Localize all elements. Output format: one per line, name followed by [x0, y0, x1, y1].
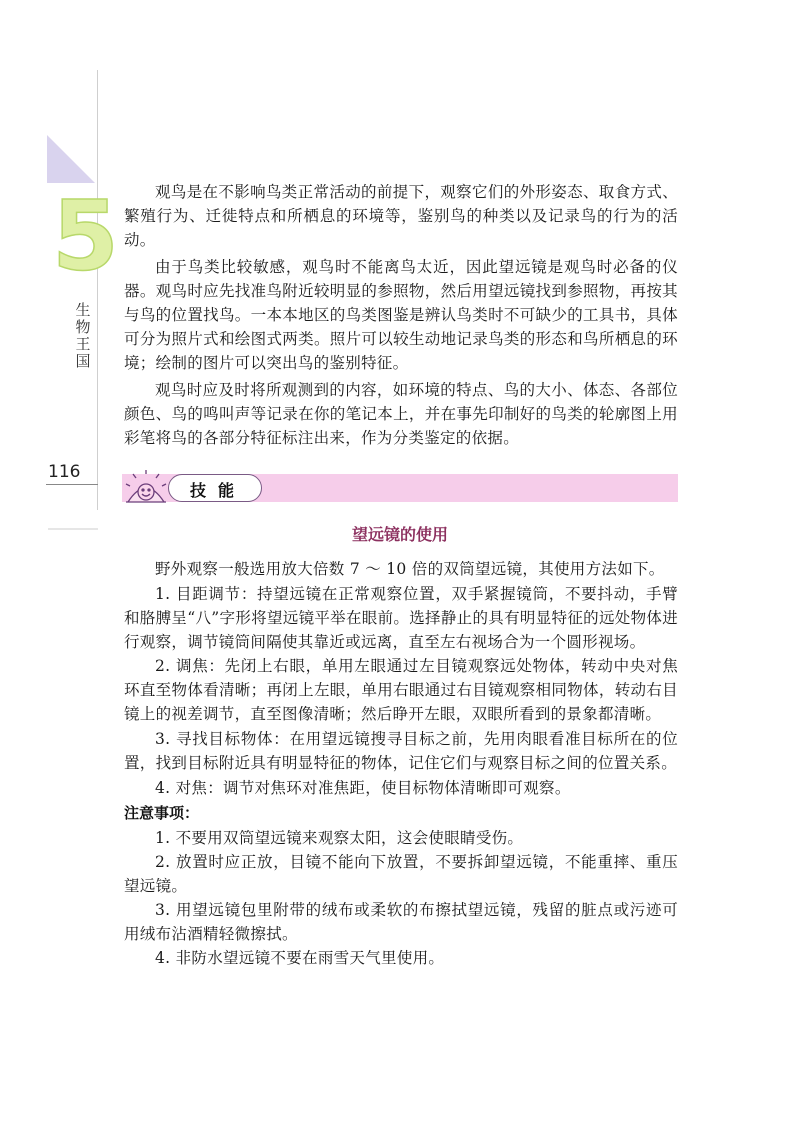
- step-find-target: 3. 寻找目标物体：在用望远镜搜寻目标之前，先用肉眼看准目标所在的位置，找到目标附近具有明显特征的物体，记住它们与观察目标之间的位置关系。: [124, 730, 678, 772]
- corner-triangle-decoration: [47, 135, 95, 183]
- note-item: 1. 不要用双筒望远镜来观察太阳，这会使眼睛受伤。: [155, 829, 524, 847]
- page-number: 116: [48, 462, 81, 482]
- step-eye-distance: 1. 目距调节：持望远镜在正常观察位置，双手紧握镜筒，不要抖动，手臂和胳膊呈“八”字形将望远镜平举在眼前。选择静止的具有明显特征的远处物体进行观察，调节镜筒间隔使其靠近或远离，直至左右视场合为一个圆形视场。: [124, 585, 678, 651]
- paragraph-recording: 观鸟时应及时将所观测到的内容，如环境的特点、鸟的大小、体态、各部位颜色、鸟的鸣叫声等记录在你的笔记本上，并在事先印制好的鸟类的轮廓图上用彩笔将鸟的各部分特征标注出来，作为分类鉴定的依据。: [124, 381, 678, 447]
- step-focus: 4. 对焦：调节对焦环对准焦距，使目标物体清晰即可观察。: [155, 779, 571, 797]
- paragraph-birdwatching-definition: 观鸟是在不影响鸟类正常活动的前提下，观察它们的外形姿态、取食方式、繁殖行为、迁徙特点和所栖息的环境等，鉴别鸟的种类以及记录鸟的行为的活动。: [124, 183, 678, 249]
- step-focusing: 2. 调焦：先闭上右眼，单用左眼通过左目镜观察远处物体，转动中央对焦环直至物体看清晰；再闭上左眼，单用右眼通过右目镜观察相同物体，转动右目镜上的视差调节，直至图像清晰；然后睁开左眼，双眼所看到的景象都清晰。: [124, 657, 678, 723]
- section-title: 望远镜的使用: [351, 525, 448, 544]
- skill-label: 技能: [190, 481, 247, 500]
- note-item: 2. 放置时应正放，目镜不能向下放置，不要拆卸望远镜，不能重摔、重压望远镜。: [124, 853, 678, 895]
- sun-emblem-icon: [124, 468, 168, 506]
- note-item: 3. 用望远镜包里附带的绒布或柔软的布擦拭望远镜，残留的脏点或污迹可用绒布沾酒精轻微擦拭。: [124, 901, 678, 943]
- chapter-title: 生物王国: [75, 301, 91, 370]
- paragraph-binoculars-reason: 由于鸟类比较敏感，观鸟时不能离鸟太近，因此望远镜是观鸟时必备的仪器。观鸟时应先找准鸟附近较明显的参照物，然后用望远镜找到参照物，再按其与鸟的位置找鸟。一本本地区的鸟类图鉴是辨认鸟类时不可缺少的工具书，具体可分为照片式和绘图式两类。照片可以较生动地记录鸟类的形态和鸟所栖息的环境；绘制的图片可以突出鸟的鉴别特征。: [124, 258, 678, 372]
- section-intro: 野外观察一般选用放大倍数 7 ～ 10 倍的双筒望远镜，其使用方法如下。: [155, 560, 665, 578]
- chapter-number: 5: [52, 180, 119, 292]
- note-item: 4. 非防水望远镜不要在雨雪天气里使用。: [155, 949, 445, 967]
- notes-heading: 注意事项：: [124, 804, 200, 822]
- page-number-rule: [46, 484, 98, 485]
